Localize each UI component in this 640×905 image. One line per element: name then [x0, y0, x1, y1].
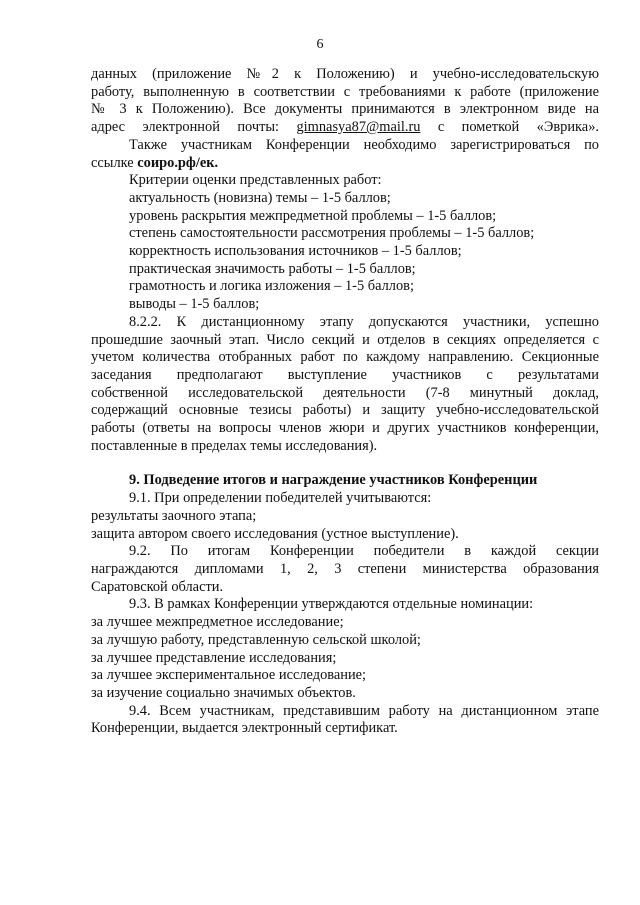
list-item: результаты заочного этапа;	[91, 507, 257, 524]
text-line: содержащий основные тезисы работы) и защиту учебно-исследовательской	[91, 402, 599, 419]
paragraph-9-1: 9.1. При определении победителей учитываются:	[129, 490, 432, 507]
text-line: заседания предполагают выступление участников с результатами	[91, 366, 599, 383]
text-line: прошедшие заочный этап. Число секций и отделов в секциях определяется с	[91, 331, 599, 348]
criteria-title: Критерии оценки представленных работ:	[129, 172, 382, 189]
criteria-item: практическая значимость работы – 1-5 баллов;	[129, 260, 416, 277]
criteria-item: уровень раскрытия межпредметной проблемы – 1-5 баллов;	[129, 207, 497, 224]
text-fragment: ссылке	[91, 154, 138, 171]
criteria-item: грамотность и логика изложения – 1-5 баллов;	[129, 278, 414, 295]
nomination-item: за лучшее экспериментальное исследование;	[91, 667, 367, 684]
nomination-item: за изучение социально значимых объектов.	[91, 684, 356, 701]
registration-link[interactable]: соиро.рф/ек.	[137, 154, 219, 171]
text-line: поставленные в пределах темы исследования).	[91, 437, 378, 454]
text-line: Также участникам Конференции необходимо зарегистрироваться по	[129, 136, 599, 153]
text-fragment: адрес электронной почты:	[91, 119, 297, 136]
nomination-item: за лучшую работу, представленную сельской школой;	[91, 631, 421, 648]
text-line: 9.2. По итогам Конференции победители в каждой секции	[129, 543, 599, 560]
criteria-item: корректность использования источников – 1-5 баллов;	[129, 243, 462, 260]
criteria-item: актуальность (новизна) темы – 1-5 баллов;	[129, 189, 391, 206]
text-fragment: с пометкой «Эврика».	[420, 119, 599, 136]
page-number: 6	[316, 37, 324, 52]
email-link[interactable]: gimnasya87@mail.ru	[296, 119, 421, 136]
paragraph-9-3: 9.3. В рамках Конференции утверждаются отдельные номинации:	[129, 596, 534, 613]
text-line: 8.2.2. К дистанционному этапу допускаются участники, успешно	[129, 313, 599, 330]
nomination-item: за лучшее межпредметное исследование;	[91, 614, 344, 631]
text-line	[91, 119, 599, 137]
text-line: Саратовской области.	[91, 578, 224, 595]
criteria-list	[91, 190, 599, 314]
text-line: учетом количества отобранных работ по каждому направлению. Секционные	[91, 349, 599, 366]
text-line: собственной исследовательской деятельности (7-8 минутный доклад,	[91, 384, 599, 401]
list-item: защита автором своего исследования (устное выступление).	[91, 525, 459, 542]
text-line: работу, выполненную в соответствии с требованиями к работе (приложение	[91, 83, 599, 100]
text-line	[91, 155, 599, 173]
criteria-item: степень самостоятельности рассмотрения проблемы – 1-5 баллов;	[129, 225, 535, 242]
text-line: Конференции, выдается электронный сертификат.	[91, 720, 398, 737]
text-line: 9.4. Всем участникам, представившим работу на дистанционном этапе	[129, 702, 599, 719]
criteria-item: выводы – 1-5 баллов;	[129, 296, 260, 313]
section-heading: 9. Подведение итогов и награждение участников Конференции	[129, 472, 538, 489]
spacer	[91, 455, 599, 472]
document-body	[91, 66, 599, 738]
text-line: № 3 к Положению). Все документы принимаются в электронном виде на	[91, 101, 599, 118]
text-line: данных (приложение №2 к Положению) и учебно-исследовательскую	[91, 66, 599, 82]
paragraph-8-2-2	[91, 314, 599, 456]
nomination-item: за лучшее представление исследования;	[91, 649, 337, 666]
text-line: работы (ответы на вопросы членов жюри и других участников конференции,	[91, 420, 599, 437]
text-line: награждаются дипломами 1, 2, 3 степени министерства образования	[91, 560, 599, 577]
